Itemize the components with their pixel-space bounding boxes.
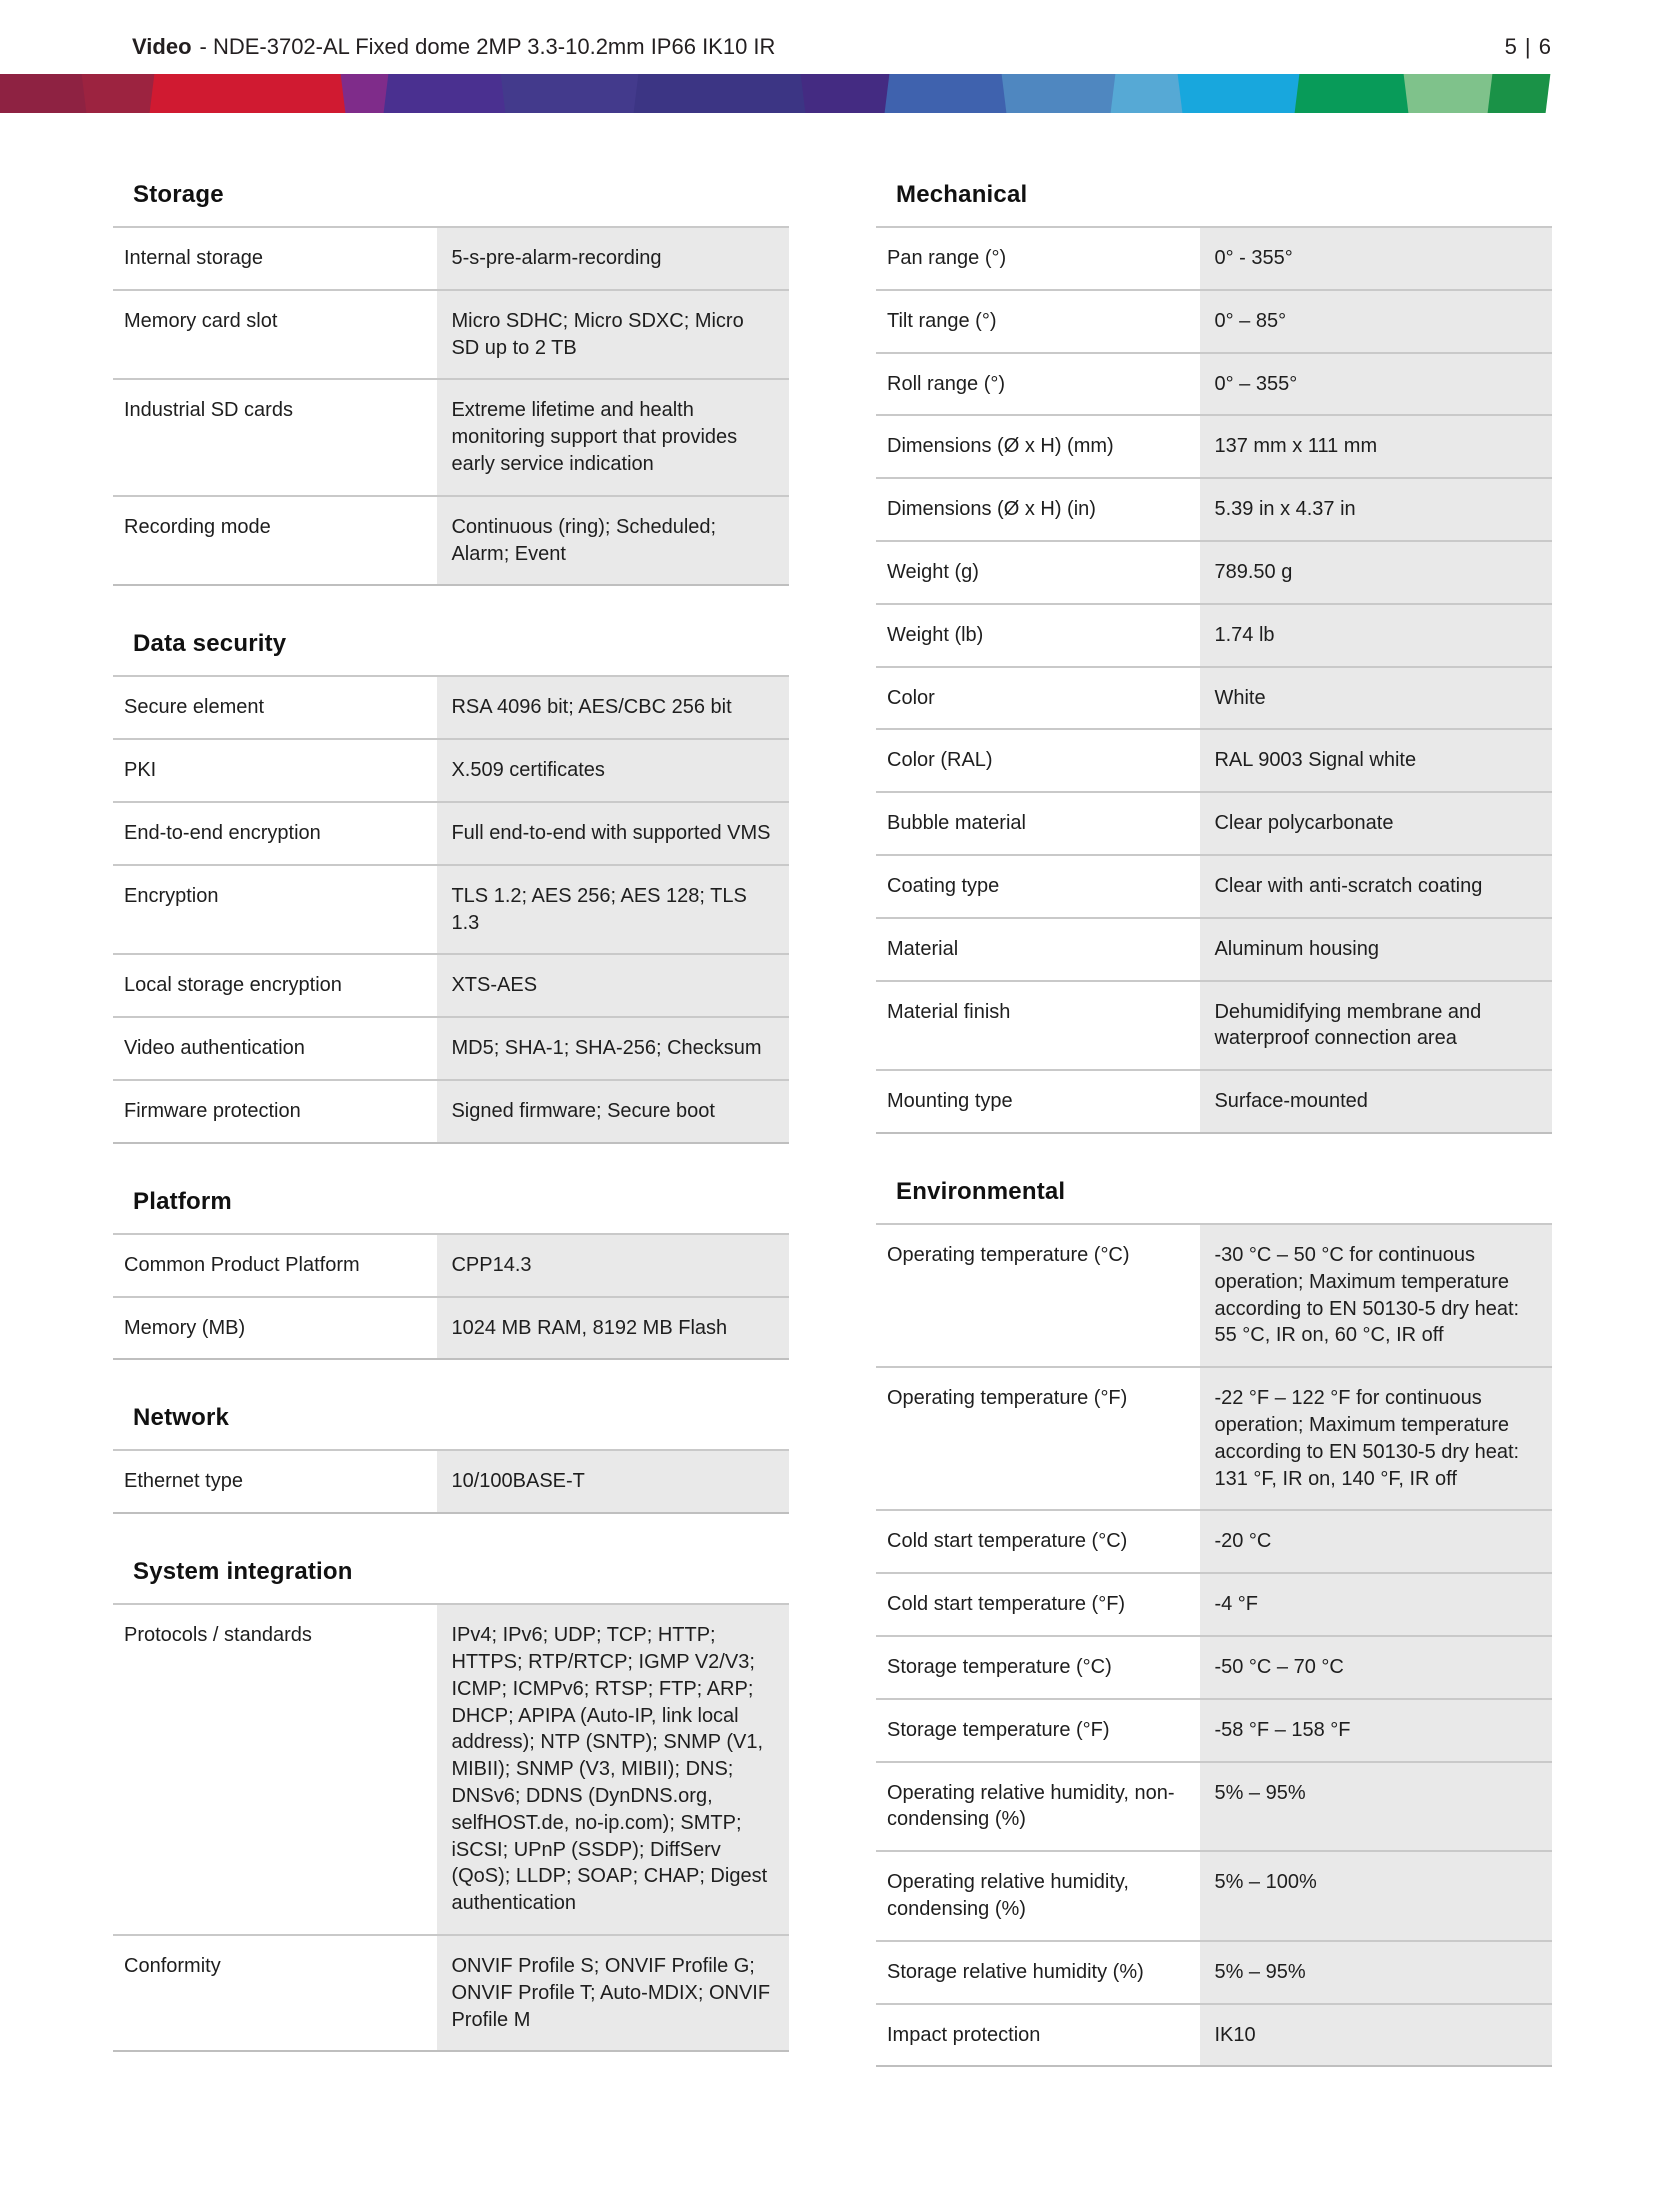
spec-section <box>113 1188 789 1361</box>
stripe-segment <box>884 74 1014 113</box>
spec-label: Common Product Platform <box>113 1235 437 1296</box>
spec-value: -20 °C <box>1200 1511 1552 1572</box>
section-title: Platform <box>133 1187 232 1215</box>
spec-value: 1024 MB RAM, 8192 MB Flash <box>437 1298 789 1359</box>
spec-row <box>113 378 789 494</box>
stripe-segment <box>800 74 897 113</box>
spec-row <box>113 738 789 801</box>
spec-label: Storage temperature (°C) <box>876 1637 1200 1698</box>
spec-label: Color (RAL) <box>876 730 1200 791</box>
spec-value: 5% – 100% <box>1200 1852 1552 1940</box>
spec-table <box>876 226 1552 1134</box>
spec-label: Operating relative humidity, non-condensing (%) <box>876 1763 1200 1851</box>
section-title: Mechanical <box>896 181 1028 208</box>
spec-value: 5.39 in x 4.37 in <box>1200 479 1552 540</box>
spec-row <box>876 917 1552 980</box>
spec-row <box>876 666 1552 729</box>
right-column <box>876 143 1552 2067</box>
spec-label: PKI <box>113 740 437 801</box>
spec-table <box>113 1603 789 2052</box>
spec-label: Industrial SD cards <box>113 380 437 494</box>
spec-row <box>113 1233 789 1296</box>
spec-label: Conformity <box>113 1936 437 2050</box>
spec-label: Dimensions (Ø x H) (in) <box>876 479 1200 540</box>
brand-color-stripe <box>0 74 1654 113</box>
spec-label: Memory (MB) <box>113 1298 437 1359</box>
stripe-segment <box>1294 74 1416 113</box>
spec-row <box>876 1761 1552 1851</box>
spec-row <box>876 791 1552 854</box>
spec-row <box>876 854 1552 917</box>
spec-value: TLS 1.2; AES 256; AES 128; TLS 1.3 <box>437 866 789 954</box>
spec-value: 789.50 g <box>1200 542 1552 603</box>
spec-value: -58 °F – 158 °F <box>1200 1700 1552 1761</box>
spec-value: White <box>1200 668 1552 729</box>
spec-row <box>113 1079 789 1142</box>
spec-label: Storage temperature (°F) <box>876 1700 1200 1761</box>
spec-label: Internal storage <box>113 228 437 289</box>
stripe-segment <box>1177 74 1307 113</box>
spec-label: Weight (g) <box>876 542 1200 603</box>
spec-row <box>876 603 1552 666</box>
spec-row <box>876 540 1552 603</box>
spec-value: -4 °F <box>1200 1574 1552 1635</box>
spec-row <box>113 1449 789 1512</box>
stripe-segment <box>1403 74 1500 113</box>
spec-label: Cold start temperature (°C) <box>876 1511 1200 1572</box>
spec-row <box>113 226 789 289</box>
spec-value: Aluminum housing <box>1200 919 1552 980</box>
stripe-segment <box>633 74 812 113</box>
spec-table <box>113 1449 789 1514</box>
spec-section <box>113 630 789 1143</box>
spec-value: -50 °C – 70 °C <box>1200 1637 1552 1698</box>
spec-label: Recording mode <box>113 497 437 585</box>
spec-value: Extreme lifetime and health monitoring support that provides early service indication <box>437 380 789 494</box>
product-title: - NDE-3702-AL Fixed dome 2MP 3.3-10.2mm IP66 IK10 IR <box>199 34 776 59</box>
spec-section <box>876 181 1552 1134</box>
spec-value: 5% – 95% <box>1200 1763 1552 1851</box>
spec-row <box>876 728 1552 791</box>
stripe-segment <box>383 74 513 113</box>
spec-label: Memory card slot <box>113 291 437 379</box>
spec-value: -22 °F – 122 °F for continuous operation; Maximum temperature according to EN 50130-5 dry heat: 131 °F, IR on, 140 °F, IR off <box>1200 1368 1552 1509</box>
spec-label: Mounting type <box>876 1071 1200 1132</box>
spec-row <box>876 1223 1552 1366</box>
spec-value: CPP14.3 <box>437 1235 789 1296</box>
spec-value: ONVIF Profile S; ONVIF Profile G; ONVIF Profile T; Auto-MDIX; ONVIF Profile M <box>437 1936 789 2050</box>
spec-label: Material finish <box>876 982 1200 1070</box>
section-title: Network <box>133 1404 230 1432</box>
spec-label: Video authentication <box>113 1018 437 1079</box>
spec-label: Local storage encryption <box>113 955 437 1016</box>
spec-row <box>876 1698 1552 1761</box>
spec-section <box>113 181 789 586</box>
doc-category-label: Video <box>132 34 192 59</box>
left-column <box>113 143 789 2067</box>
spec-label: Color <box>876 668 1200 729</box>
spec-value: 10/100BASE-T <box>437 1451 789 1512</box>
spec-row <box>876 2003 1552 2066</box>
spec-row <box>876 477 1552 540</box>
spec-label: Coating type <box>876 856 1200 917</box>
spec-label: Firmware protection <box>113 1081 437 1142</box>
spec-table <box>113 226 789 586</box>
spec-row <box>876 414 1552 477</box>
section-title: Data security <box>133 630 287 658</box>
spec-row <box>113 289 789 379</box>
spec-label: Operating temperature (°F) <box>876 1368 1200 1509</box>
spec-label: Secure element <box>113 677 437 738</box>
spec-label: Ethernet type <box>113 1451 437 1512</box>
spec-row <box>876 980 1552 1070</box>
spec-row <box>113 1296 789 1359</box>
spec-label: Cold start temperature (°F) <box>876 1574 1200 1635</box>
stripe-segment <box>1001 74 1123 113</box>
spec-section <box>876 1178 1552 2067</box>
spec-table <box>113 1233 789 1361</box>
spec-label: Storage relative humidity (%) <box>876 1942 1200 2003</box>
spec-table <box>113 675 789 1143</box>
spec-value: 5% – 95% <box>1200 1942 1552 2003</box>
spec-value: Clear with anti-scratch coating <box>1200 856 1552 917</box>
spec-value: -30 °C – 50 °C for continuous operation; Maximum temperature according to EN 50130-5 dry heat: 55 °C, IR on, 60 °C, IR off <box>1200 1225 1552 1366</box>
spec-row <box>876 1509 1552 1572</box>
spec-label: End-to-end encryption <box>113 803 437 864</box>
spec-value: Full end-to-end with supported VMS <box>437 803 789 864</box>
spec-value: IK10 <box>1200 2005 1552 2066</box>
spec-label: Material <box>876 919 1200 980</box>
spec-value: 0° – 85° <box>1200 291 1552 352</box>
spec-label: Operating temperature (°C) <box>876 1225 1200 1366</box>
spec-value: 0° - 355° <box>1200 228 1552 289</box>
section-title: System integration <box>133 1558 353 1586</box>
spec-row <box>876 289 1552 352</box>
spec-value: 1.74 lb <box>1200 605 1552 666</box>
spec-row <box>113 1603 789 1934</box>
spec-row <box>876 1850 1552 1940</box>
spec-value: Micro SDHC; Micro SDXC; Micro SD up to 2 TB <box>437 291 789 379</box>
spec-label: Tilt range (°) <box>876 291 1200 352</box>
spec-section <box>113 1558 789 2052</box>
spec-row <box>876 226 1552 289</box>
spec-table <box>876 1223 1552 2067</box>
spec-label: Impact protection <box>876 2005 1200 2066</box>
spec-row <box>876 352 1552 415</box>
spec-label: Operating relative humidity, condensing (%) <box>876 1852 1200 1940</box>
spec-label: Encryption <box>113 866 437 954</box>
spec-row <box>113 495 789 585</box>
spec-value: Clear polycarbonate <box>1200 793 1552 854</box>
spec-row <box>113 801 789 864</box>
stripe-segment <box>149 74 353 113</box>
spec-value: 5-s-pre-alarm-recording <box>437 228 789 289</box>
spec-value: MD5; SHA-1; SHA-256; Checksum <box>437 1018 789 1079</box>
spec-row <box>113 1016 789 1079</box>
page-indicator: 5 | 6 <box>1504 34 1552 59</box>
spec-value: X.509 certificates <box>437 740 789 801</box>
spec-label: Protocols / standards <box>113 1605 437 1934</box>
spec-section <box>113 1404 789 1514</box>
spec-value: Continuous (ring); Scheduled; Alarm; Event <box>437 497 789 585</box>
section-title: Storage <box>133 181 224 208</box>
spec-columns <box>0 143 1654 2127</box>
spec-label: Pan range (°) <box>876 228 1200 289</box>
document-header <box>0 0 1654 60</box>
spec-value: Dehumidifying membrane and waterproof connection area <box>1200 982 1552 1070</box>
section-title: Environmental <box>896 1177 1066 1205</box>
spec-value: Signed firmware; Secure boot <box>437 1081 789 1142</box>
spec-value: RSA 4096 bit; AES/CBC 256 bit <box>437 677 789 738</box>
spec-row <box>113 864 789 954</box>
spec-row <box>876 1940 1552 2003</box>
spec-value: XTS-AES <box>437 955 789 1016</box>
spec-value: RAL 9003 Signal white <box>1200 730 1552 791</box>
spec-row <box>876 1635 1552 1698</box>
spec-label: Roll range (°) <box>876 354 1200 415</box>
spec-row <box>876 1572 1552 1635</box>
stripe-segment <box>0 74 94 113</box>
spec-row <box>876 1069 1552 1132</box>
spec-label: Dimensions (Ø x H) (mm) <box>876 416 1200 477</box>
spec-value: IPv4; IPv6; UDP; TCP; HTTP; HTTPS; RTP/RTCP; IGMP V2/V3; ICMP; ICMPv6; RTSP; FTP; ARP; DHCP; APIPA (Auto-IP, link local address); NTP (SNTP); SNMP (V1, MIBII); SNMP (V3, MIBII); DNS; DNSv6; DDNS (DynDNS.org, selfHOST.de, no-ip.com); SMTP; iSCSI; UPnP (SSDP); DiffServ (QoS); LLDP; SOAP; CHAP; Digest authentication <box>437 1605 789 1934</box>
spec-label: Bubble material <box>876 793 1200 854</box>
spec-row <box>876 1366 1552 1509</box>
spec-label: Weight (lb) <box>876 605 1200 666</box>
spec-row <box>113 675 789 738</box>
spec-value: 137 mm x 111 mm <box>1200 416 1552 477</box>
stripe-segment <box>1487 74 1551 113</box>
spec-value: Surface-mounted <box>1200 1071 1552 1132</box>
spec-row <box>113 1934 789 2050</box>
spec-row <box>113 953 789 1016</box>
spec-value: 0° – 355° <box>1200 354 1552 415</box>
stripe-segment <box>500 74 646 113</box>
